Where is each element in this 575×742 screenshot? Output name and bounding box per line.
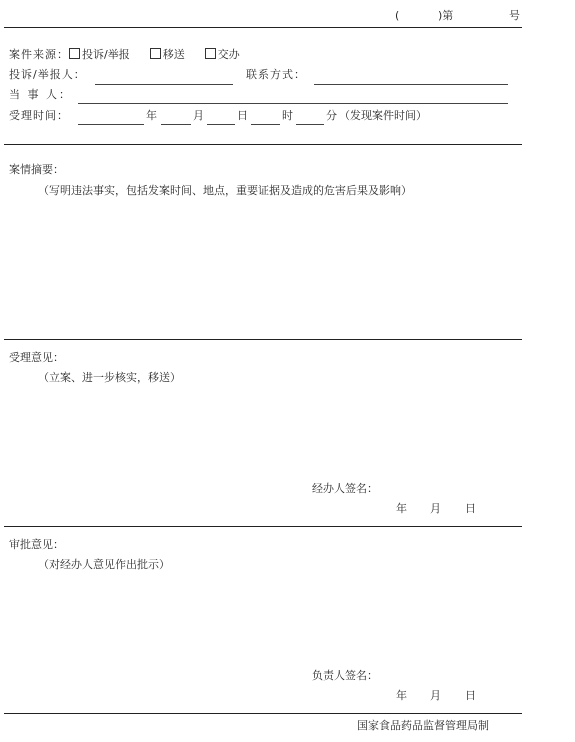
source-option-assigned[interactable] xyxy=(205,48,240,62)
case-source-row xyxy=(9,48,260,62)
time-day-field[interactable] xyxy=(207,124,235,125)
complainant-label: 投诉/举报人： xyxy=(9,68,86,81)
source-option-complaint-label: 投诉/举报 xyxy=(82,48,130,61)
divider-approval xyxy=(4,526,522,527)
time-year-field[interactable] xyxy=(78,124,144,125)
approval-text-area[interactable] xyxy=(9,578,519,663)
approval-label: 审批意见： xyxy=(9,538,64,551)
party-label: 当 事 人： xyxy=(9,88,72,101)
time-minute-unit: 分 xyxy=(326,109,337,122)
contact-field[interactable] xyxy=(314,84,508,85)
complainant-field[interactable] xyxy=(95,84,233,85)
transfer-checkbox-icon[interactable] xyxy=(150,48,161,59)
time-month-unit: 月 xyxy=(193,109,204,122)
case-summary-hint: （写明违法事实，包括发案时间、地点，重要证据及造成的危害后果及影响） xyxy=(38,184,412,197)
time-minute-field[interactable] xyxy=(296,124,324,125)
approval-date-year: 年 xyxy=(396,689,407,702)
case-summary-label: 案情摘要： xyxy=(9,163,64,176)
acceptance-signature-label: 经办人签名： xyxy=(312,482,378,495)
time-label: 受理时间： xyxy=(9,109,69,122)
source-option-assigned-label: 交办 xyxy=(217,48,240,61)
case-number-value-field[interactable] xyxy=(466,7,506,23)
case-number-suffix: 号 xyxy=(509,9,520,22)
acceptance-hint: （立案、进一步核实，移送） xyxy=(38,371,181,384)
divider-top xyxy=(4,27,522,28)
party-field[interactable] xyxy=(78,103,508,104)
complaint-checkbox-icon[interactable] xyxy=(69,48,80,59)
approval-hint: （对经办人意见作出批示） xyxy=(38,558,170,571)
time-note: （发现案件时间） xyxy=(339,109,427,122)
divider-summary xyxy=(4,144,522,145)
source-option-transfer[interactable] xyxy=(150,48,185,62)
assigned-checkbox-icon[interactable] xyxy=(205,48,216,59)
source-option-transfer-label: 移送 xyxy=(162,48,185,61)
time-hour-unit: 时 xyxy=(282,109,293,122)
case-source-label: 案件来源： xyxy=(9,48,69,61)
approval-signature-field[interactable] xyxy=(388,667,508,683)
divider-acceptance xyxy=(4,339,522,340)
acceptance-date-day: 日 xyxy=(465,502,476,515)
source-option-complaint[interactable] xyxy=(69,48,130,62)
case-number-field[interactable] xyxy=(403,7,437,23)
acceptance-signature-field[interactable] xyxy=(388,480,508,496)
acceptance-text-area[interactable] xyxy=(9,390,519,475)
acceptance-label: 受理意见： xyxy=(9,351,64,364)
case-number-close-paren: )第 xyxy=(438,9,454,22)
approval-date-month: 月 xyxy=(430,689,441,702)
time-year-unit: 年 xyxy=(146,109,157,122)
time-month-field[interactable] xyxy=(161,124,191,125)
time-hour-field[interactable] xyxy=(251,124,280,125)
acceptance-date-year: 年 xyxy=(396,502,407,515)
issuer-footer: 国家食品药品监督管理局制 xyxy=(357,719,489,732)
divider-bottom xyxy=(4,713,522,714)
contact-label: 联系方式： xyxy=(246,68,306,81)
case-number-open-paren: ( xyxy=(395,9,400,22)
approval-signature-label: 负责人签名： xyxy=(312,669,378,682)
approval-date-day: 日 xyxy=(465,689,476,702)
acceptance-date-month: 月 xyxy=(430,502,441,515)
time-day-unit: 日 xyxy=(237,109,248,122)
case-summary-text-area[interactable] xyxy=(9,202,519,334)
